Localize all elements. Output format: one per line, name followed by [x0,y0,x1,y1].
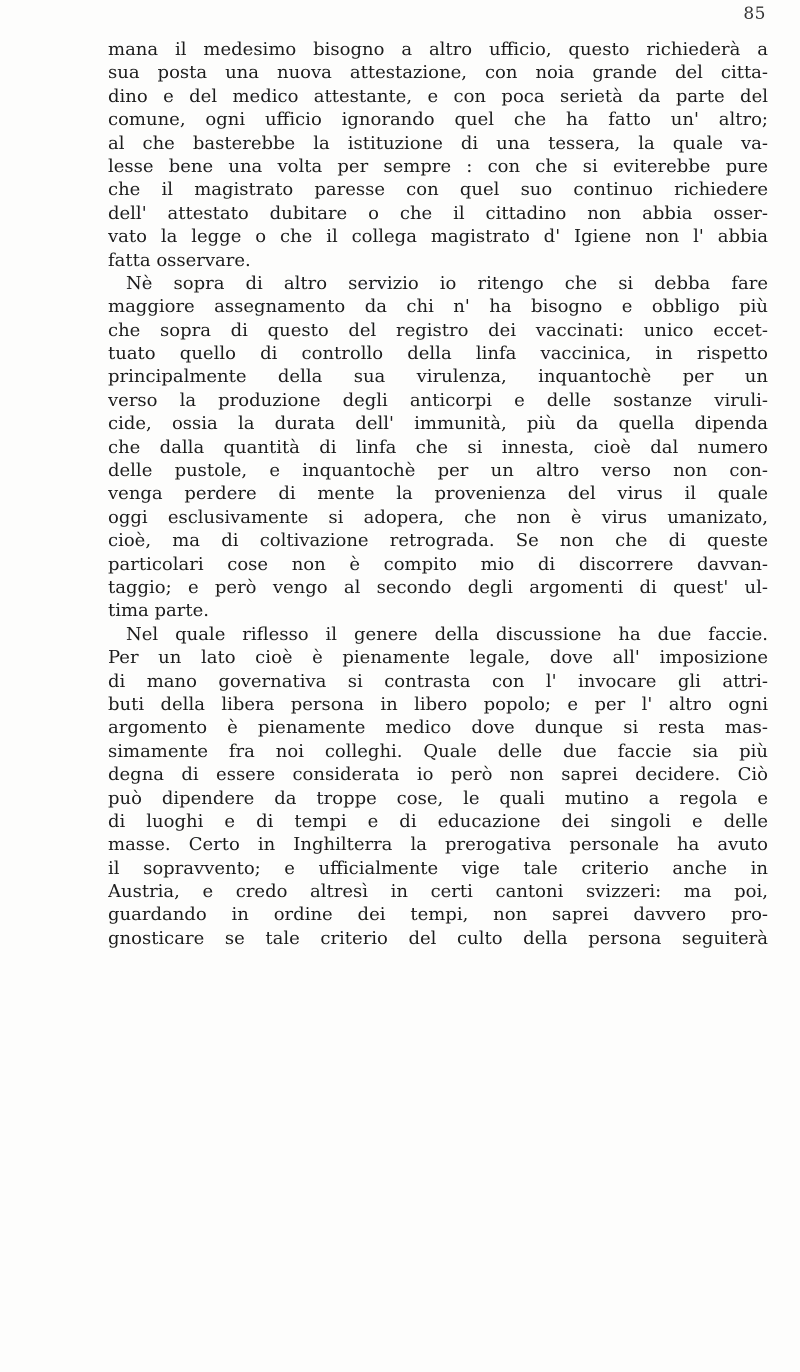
body-text [108,38,768,950]
text-line: principalmente della sua virulenza, inquantochè per un [108,366,768,388]
text-line: cioè, ma di coltivazione retrograda. Se non che di queste [108,530,768,552]
text-line: fatta osservare. [108,249,251,271]
text-line: Per un lato cioè è pienamente legale, dove all' imposizione [108,647,768,669]
text-line: sua posta una nuova attestazione, con noia grande del citta- [108,62,768,84]
text-line: degna di essere considerata io però non saprei decidere. Ciò [108,764,768,786]
text-line: vato la legge o che il collega magistrato d' Igiene non l' abbia [108,226,768,248]
text-line: mana il medesimo bisogno a altro ufficio, questo richiederà a [108,39,768,60]
text-line: taggio; e però vengo al secondo degli argomenti di quest' ul- [108,576,768,598]
text-line: che il magistrato paresse con quel suo continuo richiedere [108,179,768,201]
text-line: simamente fra noi colleghi. Quale delle due faccie sia più [108,740,768,762]
text-line: il sopravvento; e ufficialmente vige tale criterio anche in [108,857,768,879]
text-line: guardando in ordine dei tempi, non saprei davvero pro- [108,904,768,926]
text-line: di luoghi e di tempi e di educazione dei singoli e delle [108,810,768,832]
text-line: masse. Certo in Inghilterra la prerogativa personale ha avuto [108,834,768,856]
page-number: 85 [743,4,766,24]
text-line: comune, ogni ufficio ignorando quel che ha fatto un' altro; [108,109,768,131]
text-line: buti della libera persona in libero popolo; e per l' altro ogni [108,693,768,715]
text-line: che dalla quantità di linfa che si innesta, cioè dal numero [108,436,768,458]
text-line: gnosticare se tale criterio del culto della persona seguiterà [108,927,768,949]
text-line: dino e del medico attestante, e con poca serietà da parte del [108,85,768,107]
text-line: Nè sopra di altro servizio io ritengo che si debba fare [126,272,768,294]
text-line: che sopra di questo del registro dei vaccinati: unico eccet- [108,319,768,341]
text-line: argomento è pienamente medico dove dunque si resta mas- [108,717,768,739]
text-line: al che basterebbe la istituzione di una tessera, la quale va- [108,132,768,154]
text-line: oggi esclusivamente si adopera, che non è virus umanizato, [108,506,768,528]
text-line: particolari cose non è compito mio di discorrere davvan- [108,553,768,575]
text-line: può dipendere da troppe cose, le quali mutino a regola e [108,787,768,809]
text-line: Austria, e credo altresì in certi cantoni svizzeri: ma poi, [108,881,768,903]
text-line: maggiore assegnamento da chi n' ha bisogno e obbligo più [108,296,768,318]
text-line: di mano governativa si contrasta con l' invocare gli attri- [108,670,768,692]
text-line: delle pustole, e inquantochè per un altro verso non con- [108,460,768,482]
text-line: cide, ossia la durata dell' immunità, più da quella dipenda [108,413,768,435]
text-line: verso la produzione degli anticorpi e delle sostanze viruli- [108,389,768,411]
text-line: tima parte. [108,600,209,622]
text-line: dell' attestato dubitare o che il cittadino non abbia osser- [108,202,768,224]
text-line: tuato quello di controllo della linfa vaccinica, in rispetto [108,343,768,365]
text-line: lesse bene una volta per sempre : con che si eviterebbe pure [108,155,768,177]
text-line: Nel quale riflesso il genere della discussione ha due faccie. [126,623,768,645]
text-line: venga perdere di mente la provenienza del virus il quale [108,483,768,505]
